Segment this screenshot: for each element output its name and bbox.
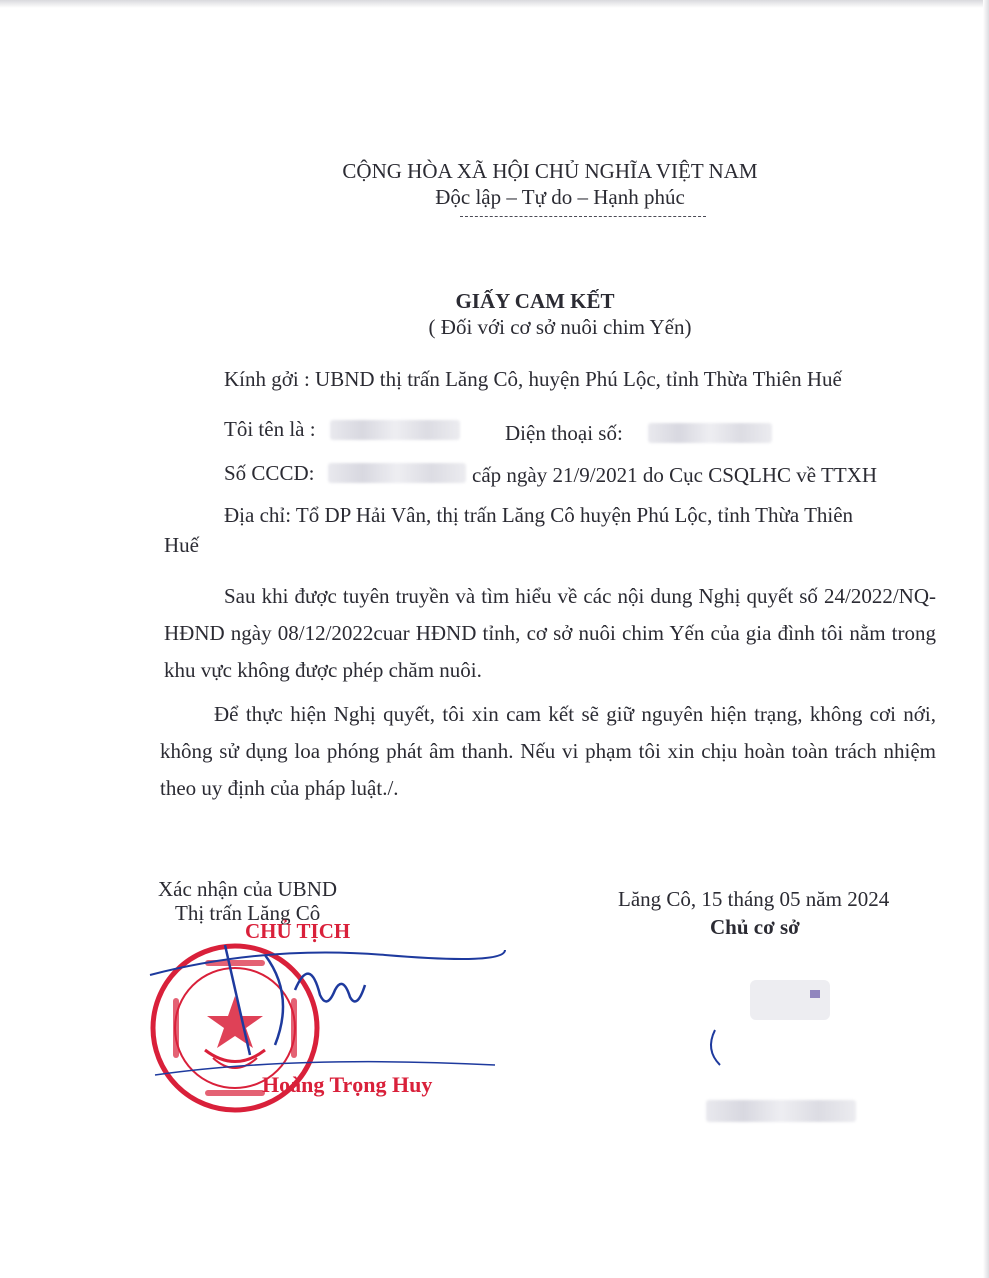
owner-signature-icon bbox=[690, 980, 840, 1070]
phone-label: Diện thoại số: bbox=[505, 421, 623, 445]
redacted-name bbox=[330, 420, 460, 440]
body-paragraph-2: Để thực hiện Nghị quyết, tôi xin cam kết sẽ giữ nguyên hiện trạng, không cơi nới, không sử dụng loa phóng phát âm thanh. Nếu vi phạm tôi xin chịu hoàn toàn trách nhiệm theo uy định của pháp luật./. bbox=[160, 702, 936, 800]
confirmation-org: Thị trấn Lăng Cô bbox=[175, 901, 321, 925]
national-motto: Độc lập – Tự do – Hạnh phúc bbox=[435, 185, 685, 209]
document-title: GIẤY CAM KẾT bbox=[455, 289, 615, 313]
name-label: Tôi tên là : bbox=[224, 417, 316, 441]
address-line: Địa chỉ: Tổ DP Hải Vân, thị trấn Lăng Cô huyện Phú Lộc, tỉnh Thừa Thiên bbox=[224, 503, 854, 527]
chairman-name: Hoàng Trọng Huy bbox=[262, 1072, 433, 1097]
id-label: Số CCCD: bbox=[224, 461, 315, 485]
scan-edge-right bbox=[983, 0, 989, 1278]
confirmation-label: Xác nhận của UBND bbox=[158, 877, 338, 901]
owner-role: Chủ cơ sở bbox=[710, 915, 800, 939]
chairman-role: CHỦ TỊCH bbox=[245, 919, 351, 943]
id-issue-info: cấp ngày 21/9/2021 do Cục CSQLHC về TTXH bbox=[472, 463, 877, 487]
redacted-owner-name bbox=[706, 1100, 856, 1122]
redacted-id-number bbox=[328, 463, 466, 483]
date-line: Lăng Cô, 15 tháng 05 năm 2024 bbox=[618, 887, 890, 911]
national-title: CỘNG HÒA XÃ HỘI CHỦ NGHĨA VIỆT NAM bbox=[342, 159, 758, 183]
document-subtitle: ( Đối với cơ sở nuôi chim Yến) bbox=[428, 315, 692, 339]
scan-edge-top bbox=[0, 0, 989, 8]
header-separator bbox=[460, 216, 706, 217]
address-line-cont: Huế bbox=[164, 533, 199, 557]
body-paragraph-1: Sau khi được tuyên truyền và tìm hiểu về các nội dung Nghị quyết số 24/2022/NQ-HĐND ngày 08/12/2022cuar HĐND tỉnh, cơ sở nuôi chim Yến của gia đình tôi nằm trong khu vực không được phép chăm nuôi. bbox=[164, 584, 936, 682]
chairman-signature-icon bbox=[145, 935, 505, 1075]
addressee-line: Kính gởi : UBND thị trấn Lăng Cô, huyện Phú Lộc, tỉnh Thừa Thiên Huế bbox=[224, 367, 842, 391]
redacted-phone bbox=[648, 423, 772, 443]
